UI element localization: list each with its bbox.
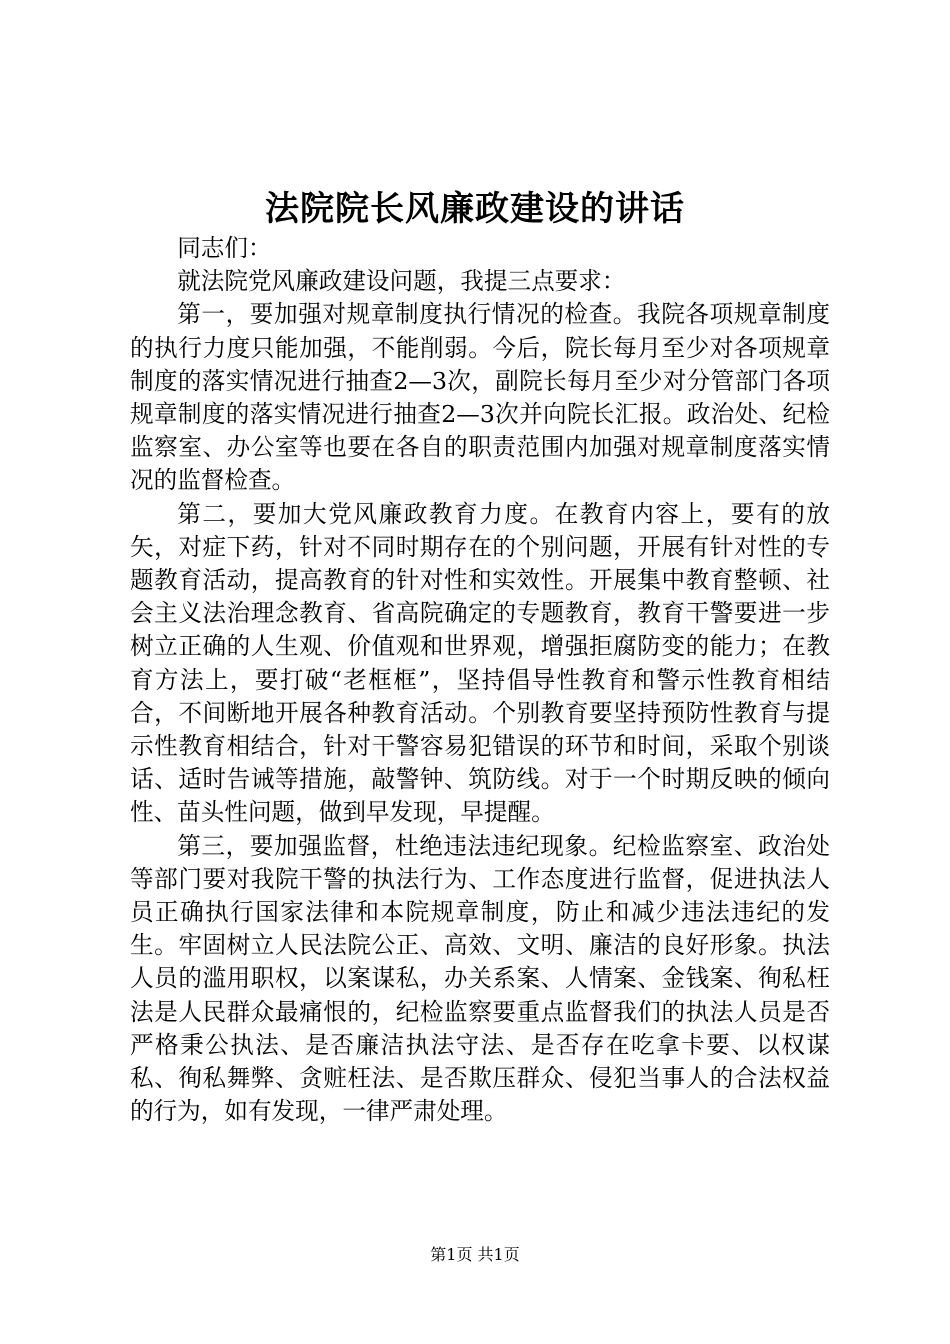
greeting: 同志们： <box>177 234 272 262</box>
page-number-footer: 第1页 共1页 <box>430 1245 520 1264</box>
paragraph-third: 第三，要加强监督，杜绝违法违纪现象。纪检监察室、政治处等部门要对我院干警的执法行为、工作态度进行监督，促进执法人员正确执行国家法律和本院规章制度，防止和减少违法违纪的发生。牢固树立人民法院公正、高效、文明、廉洁的良好形象。执法人员的滥用职权，以案谋私，办关系案、人情案、金钱案、徇私枉法是人民群众最痛恨的，纪检监察要重点监督我们的执法人员是否严格秉公执法、是否廉洁执法守法、是否存在吃拿卡要、以权谋私、徇私舞弊、贪赃枉法、是否欺压群众、侵犯当事人的合法权益的行为，如有发现，一律严肃处理。 <box>130 831 830 1126</box>
paragraph-first: 第一，要加强对规章制度执行情况的检查。我院各项规章制度的执行力度只能加强，不能削弱。今后，院长每月至少对各项规章制度的落实情况进行抽查2—3次，副院长每月至少对分管部门各项规章制度的落实情况进行抽查2—3次并向院长汇报。政治处、纪检监察室、办公室等也要在各自的职责范围内加强对规章制度落实情况的监督检查。 <box>130 300 830 495</box>
paragraph-second: 第二，要加大党风廉政教育力度。在教育内容上，要有的放矢，对症下药，针对不同时期存在的个别问题，开展有针对性的专题教育活动，提高教育的针对性和实效性。开展集中教育整顿、社会主义法治理念教育、省高院确定的专题教育，教育干警要进一步树立正确的人生观、价值观和世界观，增强拒腐防变的能力；在教育方法上，要打破“老框框”，坚持倡导性教育和警示性教育相结合，不间断地开展各种教育活动。个别教育要坚持预防性教育与提示性教育相结合，针对干警容易犯错误的环节和时间，采取个别谈话、适时告诫等措施，敲警钟、筑防线。对于一个时期反映的倾向性、苗头性问题，做到早发现，早提醒。 <box>130 499 830 827</box>
intro-paragraph: 就法院党风廉政建设问题，我提三点要求： <box>177 267 626 296</box>
document-body <box>130 232 830 1128</box>
document-title: 法院院长风廉政建设的讲话 <box>265 189 685 229</box>
